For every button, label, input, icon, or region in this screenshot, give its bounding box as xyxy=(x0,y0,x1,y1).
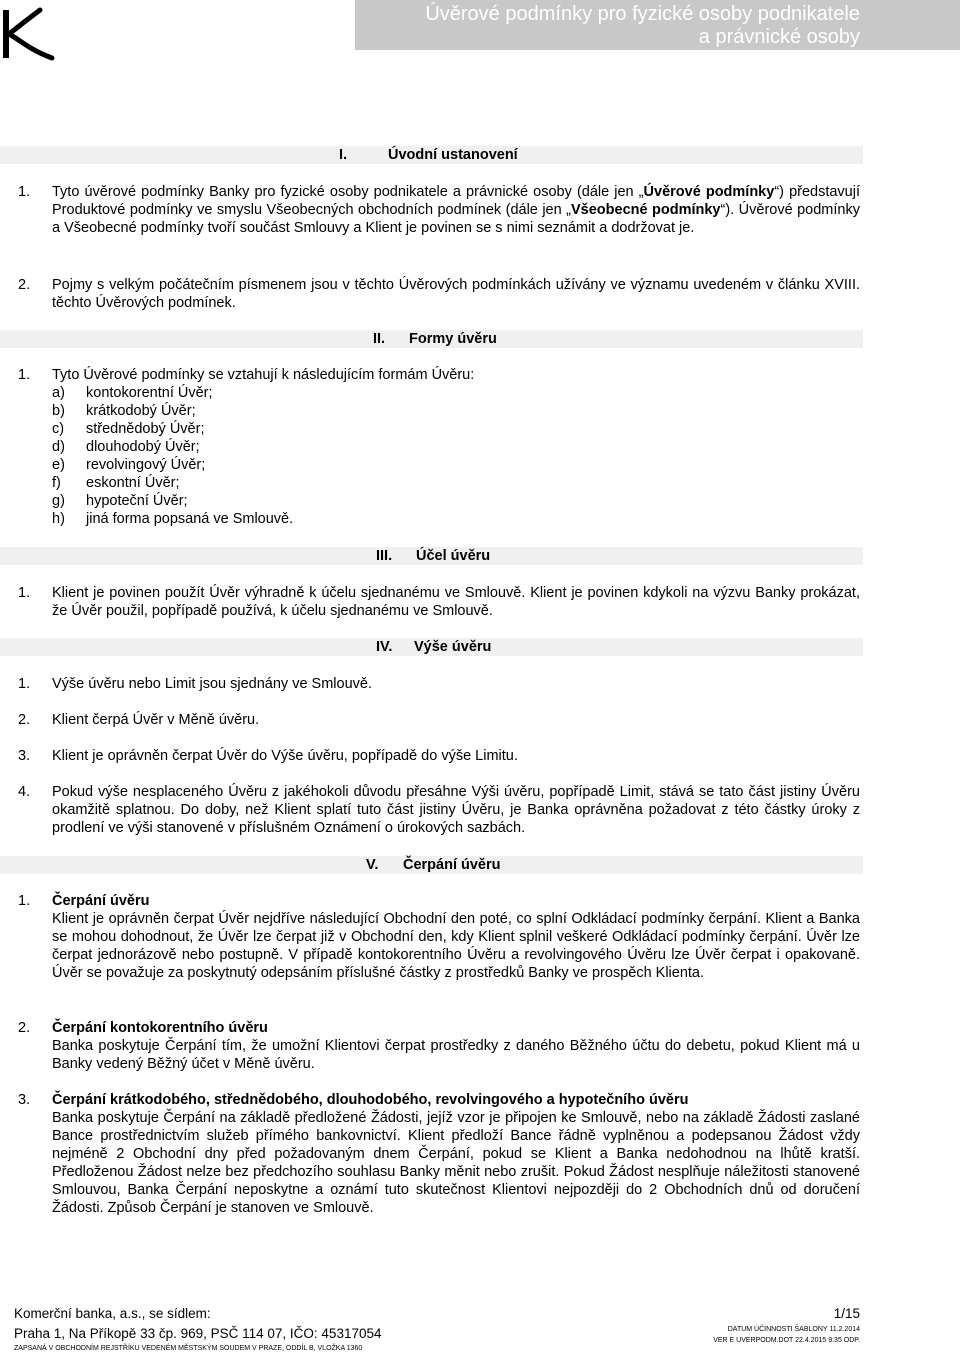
paragraph-4-1: 1. Výše úvěru nebo Limit jsou sjednány ve Smlouvě. xyxy=(18,676,372,692)
paragraph-5-2: 2. Čerpání kontokorentního úvěru Banka poskytuje Čerpání tím, že umožní Klientovi čerpat prostředky z daného Běžného účtu do debetu, pokud Klient má u Banky vedený Běžný účet v Měně úvěru. xyxy=(18,1020,860,1072)
footer-registry: ZAPSANÁ V OBCHODNÍM REJSTŘÍKU VEDENÉM MĚSTSKÝM SOUDEM V PRAZE, ODDÍL B, VLOŽKA 1360 xyxy=(14,1345,363,1352)
paragraph-1-2: 2. Pojmy s velkým počátečním písmenem jsou v těchto Úvěrových podmínkách užívány ve významu uvedeném v článku XVIII. těchto Úvěrových podmínek. xyxy=(18,277,860,311)
section-heading-2: II. Formy úvěru xyxy=(373,331,497,347)
list-item: f) eskontní Úvěr; xyxy=(52,475,180,491)
page-number: 1/15 xyxy=(833,1306,860,1321)
list-item: g) hypoteční Úvěr; xyxy=(52,493,188,509)
list-item: e) revolvingový Úvěr; xyxy=(52,457,206,473)
list-item: h) jiná forma popsaná ve Smlouvě. xyxy=(52,511,294,527)
paragraph-3-1: 1. Klient je povinen použít Úvěr výhradně k účelu sjednanému ve Smlouvě. Klient je povinen kdykoli na výzvu Banky prokázat, že Úvěr použil, popřípadě používá, k účelu sjednanému ve Smlouvě. xyxy=(18,585,860,619)
paragraph-5-3: 3. Čerpání krátkodobého, střednědobého, dlouhodobého, revolvingového a hypotečního úvěru Banka poskytuje Čerpání na základě předložené Žádosti, jejíž vzor je připojen ke Smlouvě, nebo na základě Žádosti zaslané Bance prostřednictvím služeb přímého bankovnictví. Klient předloží Bance řádně vyplněnou a podepsanou Žádost vždy nejméně 2 Obchodní dny před požadovaným dnem Čerpání, pokud se Klient a Banka nedohodnou na lhůtě kratší. Předloženou Žádost nelze bez předchozího souhlasu Banky měnit nebo zrušit. Pokud Žádost nesplňuje náležitosti stanovené Smlouvou, Banka Čerpání neposkytne a oznámí tuto skutečnost Klientovi nejpozději do 2 Obchodních dnů od doručení Žádosti. Způsob Čerpání je stanoven ve Smlouvě. xyxy=(18,1092,860,1216)
header-title-bar xyxy=(355,0,960,50)
bank-logo xyxy=(0,4,58,62)
section-heading-5: V. Čerpání úvěru xyxy=(366,857,501,873)
footer-address: Praha 1, Na Příkopě 33 čp. 969, PSČ 114 07, IČO: 45317054 xyxy=(14,1326,382,1341)
paragraph-2-1: 1. Tyto Úvěrové podmínky se vztahují k následujícím formám Úvěru: a) kontokorentní Úvěr; b) krátkodobý Úvěr; c) střednědobý Úvěr; d) dlouhodobý Úvěr; e) revolvingový Úvěr; f) eskontní Úvěr; g) hypoteční Úvěr; h) jiná forma popsaná ve Smlouvě. xyxy=(18,366,860,528)
list-item: d) dlouhodobý Úvěr; xyxy=(52,439,200,455)
section-heading-3: III. Účel úvěru xyxy=(376,548,491,564)
paragraph-4-3: 3. Klient je oprávněn čerpat Úvěr do Výše úvěru, popřípadě do výše Limitu. xyxy=(18,748,518,764)
paragraph-1-1: 1. Tyto úvěrové podmínky Banky pro fyzické osoby podnikatele a právnické osoby (dále jen „Úvěrové podmínky“) představují Produktové podmínky ve smyslu Všeobecných obchodních podmínek (dále jen „Všeobecné podmínky“). Úvěrové podmínky a Všeobecné podmínky tvoří součást Smlouvy a Klient je povinen se s nimi seznámit a dodržovat je. xyxy=(18,184,860,236)
footer-version: VER E UVERPODM.DOT 22.4.2015 9:35 ODP. xyxy=(713,1337,860,1344)
section-heading-4: IV. Výše úvěru xyxy=(376,639,492,655)
paragraph-5-1: 1. Čerpání úvěru Klient je oprávněn čerpat Úvěr nejdříve následující Obchodní den poté, co splní Odkládací podmínky čerpání. Klient a Banka se mohou dohodnout, že Úvěr lze čerpat již v Obchodní den, kdy Klient splnil veškeré Odkládací podmínky čerpání. Úvěr lze čerpat jednorázově nebo postupně. V případě kontokorentního Úvěru a revolvingového Úvěru lze Úvěr čerpat i opakovaně. Úvěr se považuje za poskytnutý odepsáním příslušné částky z prostředků Banky ve prospěch Klienta. xyxy=(18,893,860,981)
footer-validity: DATUM ÚČINNOSTI ŠABLONY 11.2.2014 xyxy=(727,1326,860,1333)
list-item: a) kontokorentní Úvěr; xyxy=(52,385,213,401)
header-title-line2: a právnické osoby xyxy=(698,26,860,48)
section-heading-1: I. Úvodní ustanovení xyxy=(339,147,518,163)
paragraph-4-2: 2. Klient čerpá Úvěr v Měně úvěru. xyxy=(18,712,260,728)
paragraph-4-4: 4. Pokud výše nesplaceného Úvěru z jakéhokoli důvodu přesáhne Výši úvěru, popřípadě Limit, stává se tato část jistiny Úvěru okamžitě splatnou. Do doby, než Klient splatí tuto část jistiny Úvěru, je Banka oprávněna požadovat z této částky úroky z prodlení ve výši stanovené v příslušném Oznámení o úrokových sazbách. xyxy=(18,784,860,836)
footer-company: Komerční banka, a.s., se sídlem: xyxy=(14,1306,211,1321)
list-item: b) krátkodobý Úvěr; xyxy=(52,403,196,419)
header-title-line1: Úvěrové podmínky pro fyzické osoby podnikatele xyxy=(425,3,860,25)
list-item: c) střednědobý Úvěr; xyxy=(52,421,205,437)
